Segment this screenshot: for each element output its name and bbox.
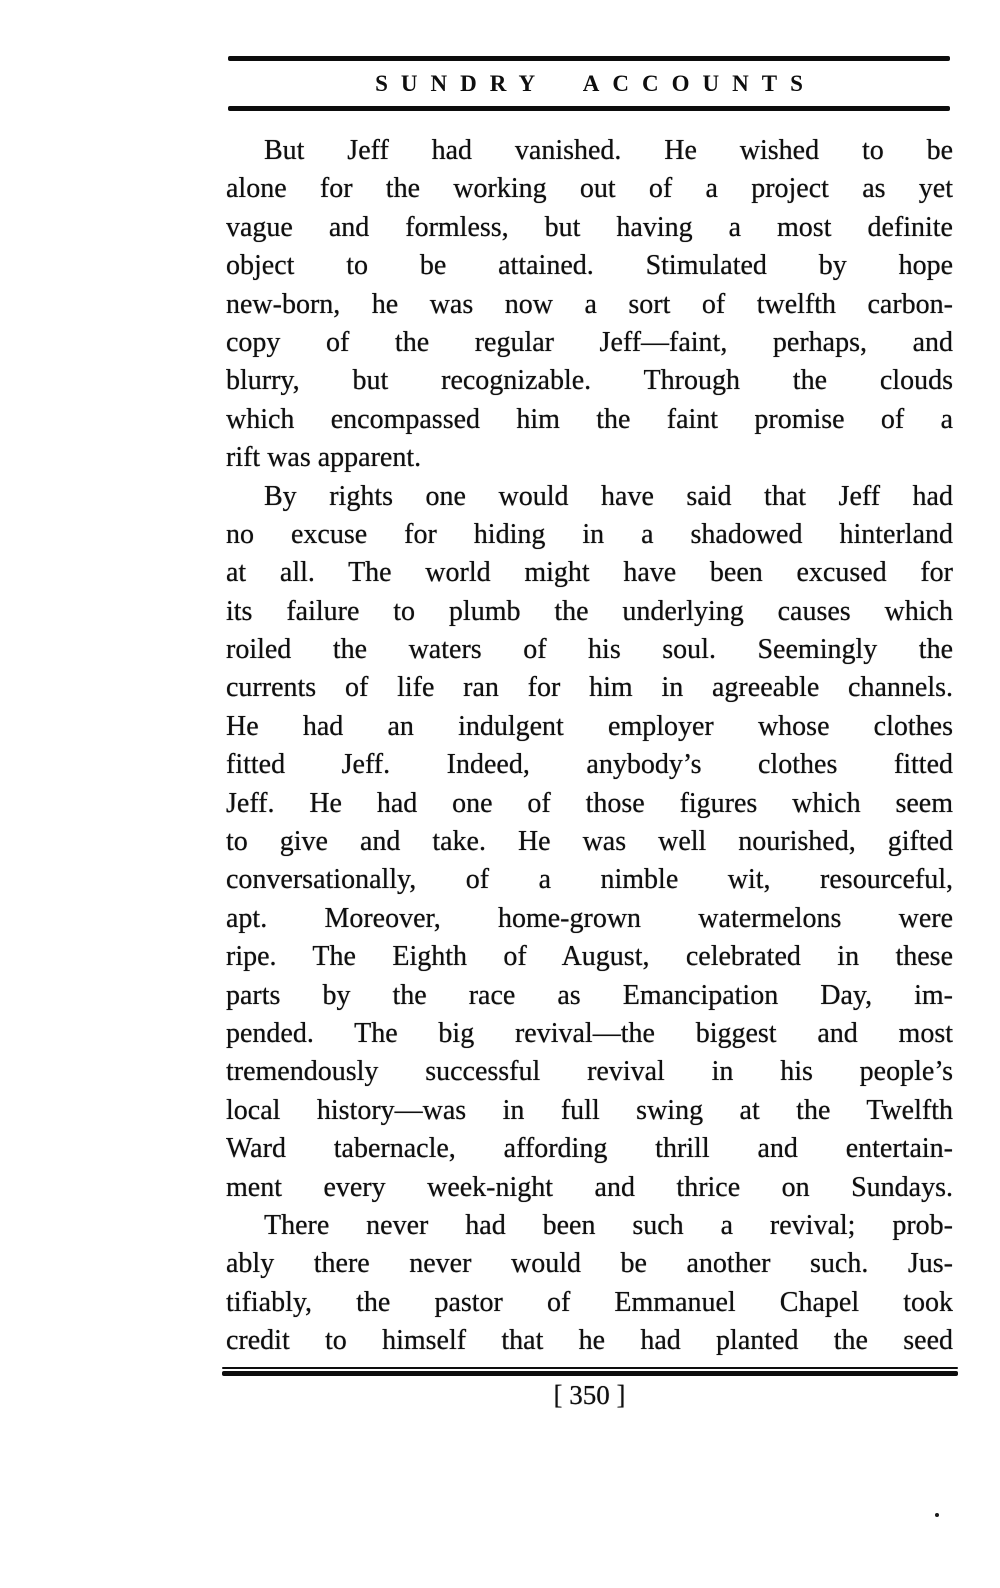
text-line: apt. Moreover, home-grown watermelons were — [226, 902, 953, 934]
text-line: local history—was in full swing at the Twelfth — [226, 1094, 953, 1126]
footer-rule-thin — [222, 1367, 958, 1369]
text-line: tifiably, the pastor of Emmanuel Chapel took — [226, 1286, 953, 1318]
text-line: new-born, he was now a sort of twelfth carbon- — [226, 288, 953, 320]
text-line: ment every week-night and thrice on Sundays. — [226, 1171, 953, 1203]
footer-rule-thick — [222, 1371, 958, 1376]
text-line: conversationally, of a nimble wit, resourceful, — [226, 864, 953, 896]
text-line: pended. The big revival—the biggest and most — [226, 1017, 953, 1049]
text-line: credit to himself that he had planted the seed — [226, 1325, 953, 1357]
body-text — [226, 132, 953, 1361]
text-line: its failure to plumb the underlying causes which — [226, 595, 953, 627]
top-rule — [228, 56, 950, 61]
text-line: which encompassed him the faint promise of a — [226, 403, 953, 435]
text-line: By rights one would have said that Jeff had — [264, 480, 953, 512]
text-line: copy of the regular Jeff—faint, perhaps, and — [226, 326, 953, 358]
text-line: ably there never would be another such. Jus- — [226, 1248, 953, 1280]
text-line: But Jeff had vanished. He wished to be — [264, 135, 953, 166]
text-line: blurry, but recognizable. Through the clouds — [226, 365, 953, 397]
text-line: currents of life ran for him in agreeable channels. — [226, 672, 953, 704]
header-rule — [228, 106, 950, 111]
text-line: He had an indulgent employer whose clothes — [226, 710, 953, 742]
text-line: object to be attained. Stimulated by hope — [226, 250, 953, 282]
page-number: [ 350 ] — [553, 1380, 626, 1410]
running-header-title: SUNDRY ACCOUNTS — [375, 71, 816, 96]
text-line: alone for the working out of a project as yet — [226, 173, 953, 205]
text-line: roiled the waters of his soul. Seemingly the — [226, 634, 953, 666]
text-line: vague and formless, but having a most definite — [226, 211, 953, 243]
ink-speck — [935, 1513, 939, 1517]
text-line: tremendously successful revival in his people’s — [226, 1056, 953, 1088]
text-line: There never had been such a revival; prob- — [264, 1209, 953, 1241]
text-line: ripe. The Eighth of August, celebrated in these — [226, 941, 953, 973]
text-line: Ward tabernacle, affording thrill and entertain- — [226, 1133, 953, 1165]
footer-rule — [222, 1367, 958, 1376]
text-line: at all. The world might have been excused for — [226, 557, 953, 589]
text-line: to give and take. He was well nourished, gifted — [226, 826, 953, 858]
text-line: parts by the race as Emancipation Day, im- — [226, 979, 953, 1011]
text-line: Jeff. He had one of those figures which seem — [226, 787, 953, 819]
text-line: rift was apparent. — [226, 442, 422, 474]
text-line: no excuse for hiding in a shadowed hinterland — [226, 518, 953, 550]
text-line: fitted Jeff. Indeed, anybody’s clothes fitted — [226, 749, 953, 781]
